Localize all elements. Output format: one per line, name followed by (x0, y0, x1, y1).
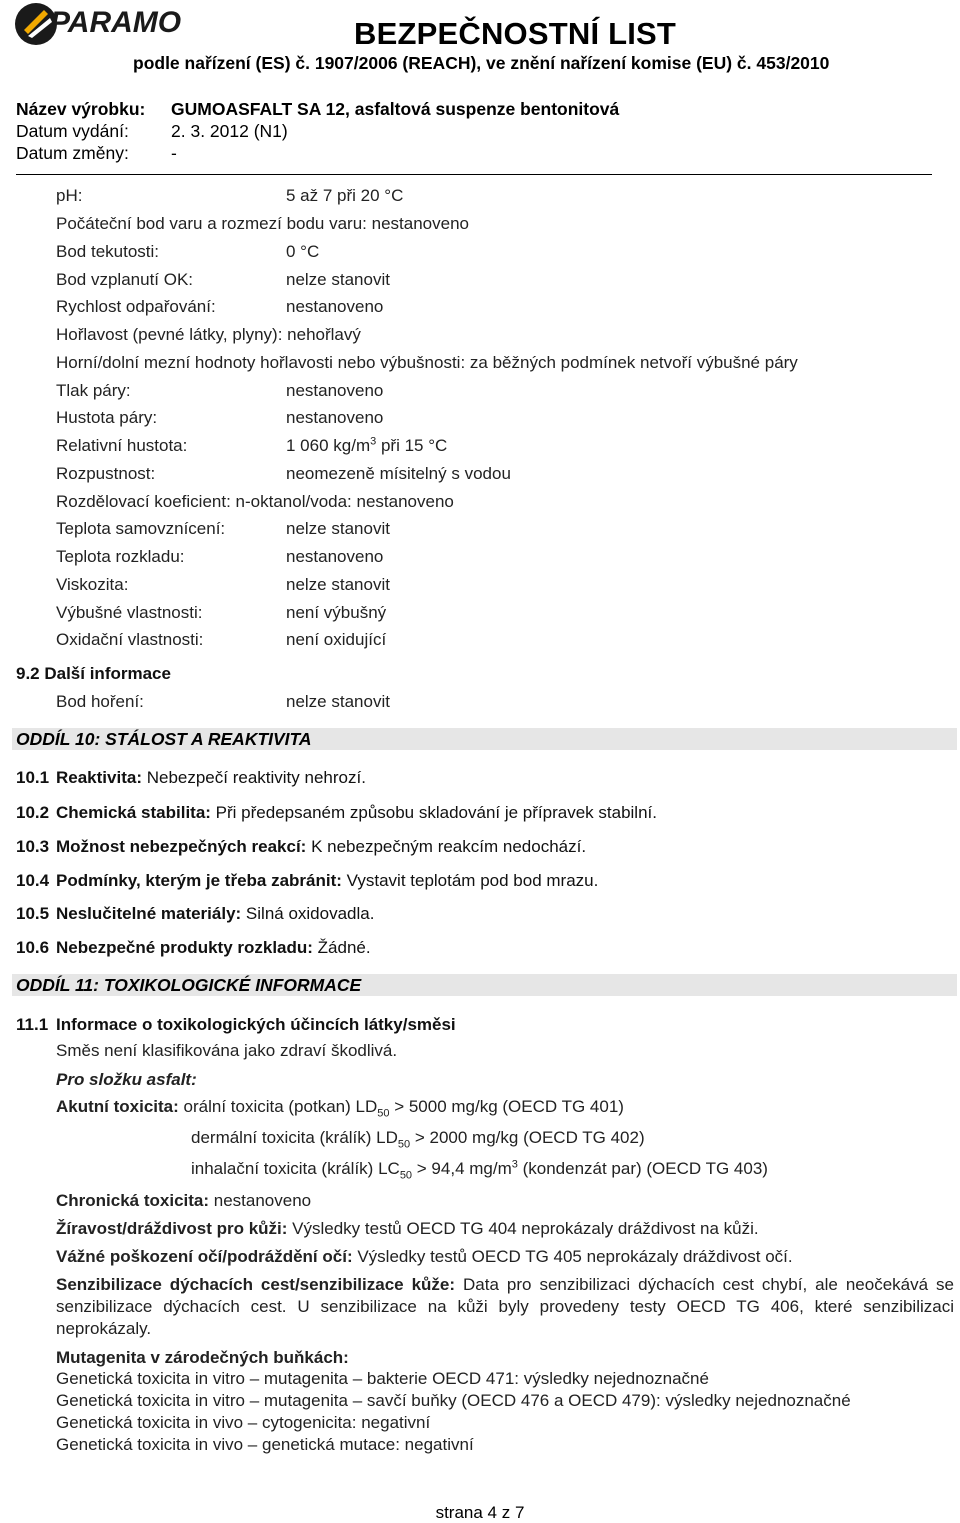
s11-acute-inhal (191, 1158, 768, 1182)
chronic-label: Chronická toxicita: (56, 1191, 210, 1210)
prop-boiling: Počáteční bod varu a rozmezí bodu varu: nestanoveno (56, 214, 469, 233)
meta-label: Datum vydání: (16, 121, 129, 141)
item-text: Žádné. (312, 938, 371, 957)
prop-label: Rozpustnost: (56, 464, 156, 483)
paramo-logo (14, 0, 204, 52)
s11-mutagenicity-label: Mutagenita v zárodečných buňkách: (56, 1348, 349, 1367)
s11-acute-dermal (191, 1128, 645, 1151)
s11-sensitization (56, 1274, 954, 1340)
prop-value: neomezeně mísitelný s vodou (286, 464, 511, 483)
prop-label: Relativní hustota: (56, 436, 188, 455)
subscript: 50 (397, 1138, 411, 1151)
sens-label: Senzibilizace dýchacích cest/senzibilizace kůže: (56, 1275, 456, 1294)
chronic-text: nestanoveno (209, 1191, 312, 1210)
prop-value: 0 °C (286, 242, 320, 261)
inhal-text: > 94,4 mg/m (412, 1159, 512, 1178)
section-10-title: ODDÍL 10: STÁLOST A REAKTIVITA (16, 729, 312, 749)
section-11-title: ODDÍL 11: TOXIKOLOGICKÉ INFORMACE (16, 975, 362, 995)
prop-label: Teplota samovznícení: (56, 519, 226, 538)
prop-label: pH: (56, 186, 83, 205)
acute-text: > 5000 mg/kg (OECD TG 401) (389, 1097, 624, 1116)
item-number: 11.1 (16, 1015, 49, 1034)
prop-value: nelze stanovit (286, 692, 390, 711)
item-text: Silná oxidovadla. (241, 904, 375, 923)
subscript: 50 (399, 1169, 413, 1182)
prop-label: Oxidační vlastnosti: (56, 630, 204, 649)
value-part: při 15 °C (376, 436, 448, 455)
prop-label: Viskozita: (56, 575, 129, 594)
meta-product-row (0, 99, 960, 121)
item-number: 10.2 (16, 803, 50, 822)
s10-item (16, 938, 371, 958)
s11-chronic (56, 1191, 311, 1211)
prop-label: Bod vzplanutí OK: (56, 270, 194, 289)
s11-muta-line: Genetická toxicita in vivo – genetická mutace: negativní (56, 1435, 474, 1454)
s11-eye (56, 1247, 793, 1267)
prop-partition: Rozdělovací koeficient: n-oktanol/voda: nestanoveno (56, 492, 454, 511)
prop-value: nestanoveno (286, 297, 384, 316)
item-text: K nebezpečným reakcím nedochází. (306, 837, 587, 856)
eye-label: Vážné poškození očí/podráždění očí: (56, 1247, 353, 1266)
item-number: 10.4 (16, 871, 50, 890)
item-label: Reaktivita: (56, 768, 142, 787)
s11-muta-line: Genetická toxicita in vitro – mutagenita – bakterie OECD 471: výsledky nejednoznačné (56, 1369, 709, 1388)
item-label: Nebezpečné produkty rozkladu: (56, 938, 313, 957)
s11-heading (16, 1015, 456, 1035)
prop-value: nestanoveno (286, 381, 384, 400)
item-number: 10.3 (16, 837, 50, 856)
item-label: Podmínky, kterým je třeba zabránit: (56, 871, 342, 890)
section-9-2-heading: 9.2 Další informace (16, 664, 171, 683)
prop-label: Hustota páry: (56, 408, 158, 427)
prop-value: není výbušný (286, 603, 387, 622)
meta-label: Datum změny: (16, 143, 129, 163)
sens-text: Data pro senzibilizaci dýchacích cest chybí, ale neočekává se senzibilizace dýchacích cest. U senzibilizace na kůži byly provedeny testy OECD TG 406, které senzibilizaci neprokázaly. (56, 1275, 954, 1338)
meta-value: 2. 3. 2012 (N1) (171, 121, 288, 141)
prop-label: Tlak páry: (56, 381, 131, 400)
s10-item (16, 904, 374, 924)
s11-acute-oral (56, 1097, 624, 1120)
meta-change-row (0, 143, 960, 165)
meta-label: Název výrobku: (16, 99, 146, 119)
acute-text: orální toxicita (potkan) LD (178, 1097, 378, 1116)
s11-muta-line: Genetická toxicita in vitro – mutagenita – savčí buňky (OECD 476 a OECD 479): výsledky nejednoznačné (56, 1391, 851, 1410)
s10-item (16, 837, 586, 857)
document-title: BEZPEČNOSTNÍ LIST (354, 16, 677, 51)
s11-muta-line: Genetická toxicita in vivo – cytogenicita: negativní (56, 1413, 431, 1432)
prop-label: Bod tekutosti: (56, 242, 160, 261)
meta-issue-row (0, 121, 960, 143)
s11-skin (56, 1219, 759, 1239)
prop-label: Bod hoření: (56, 692, 144, 711)
skin-text: Výsledky testů OECD TG 404 neprokázaly dráždivost na kůži. (287, 1219, 759, 1238)
item-label: Možnost nebezpečných reakcí: (56, 837, 307, 856)
prop-label: Výbušné vlastnosti: (56, 603, 203, 622)
dermal-text: > 2000 mg/kg (OECD TG 402) (410, 1128, 645, 1147)
value-part: 1 060 kg/m (286, 436, 371, 455)
item-text: Vystavit teplotám pod bod mrazu. (341, 871, 599, 890)
item-label: Informace o toxikologických účincích látky/směsi (56, 1015, 456, 1034)
subscript: 50 (377, 1107, 390, 1120)
s10-item (16, 803, 657, 823)
prop-value: nestanoveno (286, 547, 384, 566)
prop-value: nelze stanovit (286, 270, 390, 289)
prop-label: Teplota rozkladu: (56, 547, 185, 566)
inhal-text: inhalační toxicita (králík) LC (191, 1159, 400, 1178)
skin-label: Žíravost/dráždivost pro kůži: (56, 1219, 288, 1238)
dermal-text: dermální toxicita (králík) LD (191, 1128, 398, 1147)
prop-value: nestanoveno (286, 408, 384, 427)
eye-text: Výsledky testů OECD TG 405 neprokázaly dráždivost očí. (352, 1247, 793, 1266)
meta-value: - (171, 143, 177, 163)
acute-label: Akutní toxicita: (56, 1097, 179, 1116)
prop-label: Rychlost odpařování: (56, 297, 216, 316)
item-label: Chemická stabilita: (56, 803, 211, 822)
item-text: Nebezpečí reaktivity nehrozí. (141, 768, 366, 787)
prop-value: 5 až 7 při 20 °C (286, 186, 404, 205)
item-number: 10.6 (16, 938, 50, 957)
s10-item (16, 871, 598, 891)
s11-not-classified: Směs není klasifikována jako zdraví škodlivá. (56, 1041, 398, 1060)
prop-value: nelze stanovit (286, 575, 390, 594)
prop-value (286, 436, 447, 456)
paramo-logo-mark (14, 0, 204, 52)
header-divider (16, 174, 932, 175)
prop-flammability: Hořlavost (pevné látky, plyny): nehořlavý (56, 325, 361, 344)
prop-explosive-limits: Horní/dolní mezní hodnoty hořlavosti nebo výbušnosti: za běžných podmínek netvoří výbušné páry (56, 353, 798, 372)
item-number: 10.1 (16, 768, 50, 787)
s10-item (16, 768, 366, 788)
logo-wordmark: PARAMO (50, 6, 182, 39)
superscript: 3 (370, 435, 377, 448)
page-footer: strana 4 z 7 (435, 1503, 525, 1522)
document-subtitle: podle nařízení (ES) č. 1907/2006 (REACH), ve znění nařízení komise (EU) č. 453/2010 (133, 53, 830, 73)
item-number: 10.5 (16, 904, 50, 923)
inhal-text: (kondenzát par) (OECD TG 403) (517, 1159, 768, 1178)
item-text: Při předepsaném způsobu skladování je přípravek stabilní. (210, 803, 657, 822)
meta-value: GUMOASFALT SA 12, asfaltová suspenze bentonitová (171, 99, 620, 119)
s11-component: Pro složku asfalt: (56, 1070, 197, 1089)
item-label: Neslučitelné materiály: (56, 904, 242, 923)
prop-value: nelze stanovit (286, 519, 390, 538)
superscript: 3 (511, 1158, 518, 1171)
prop-value: není oxidující (286, 630, 387, 649)
